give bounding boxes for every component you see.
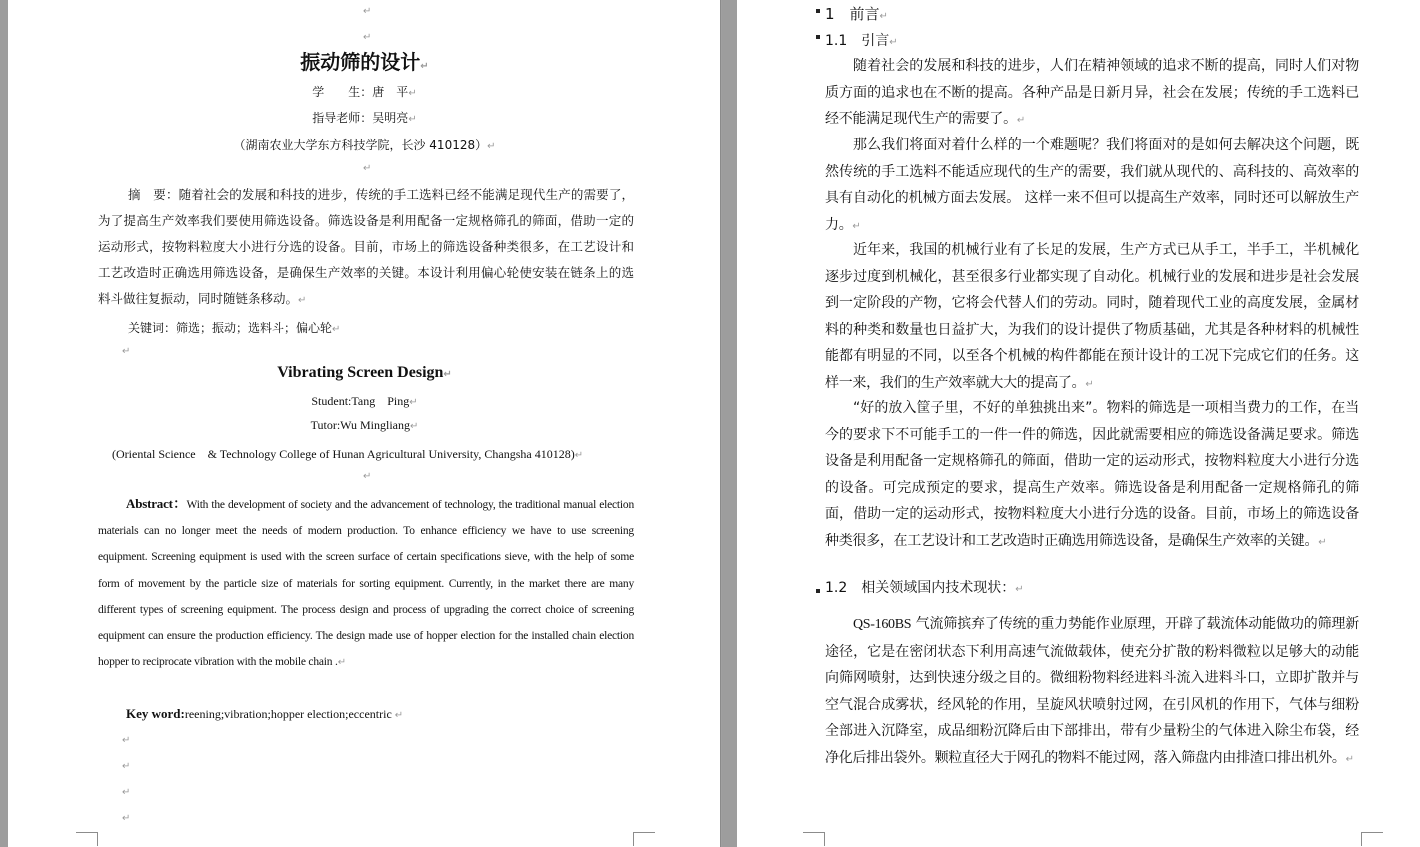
paragraph-5: QS-160BS 气流筛摈弃了传统的重力势能作业原理，开辟了载流体动能做功的筛理新途径，它是在密闭状态下利用高速气流做载体，使充分扩散的粉料微粒以足够大的动能向筛网喷射，达到快速分级之目的。微细粉物料经进料斗流入进料斗口，立即扩散并与空气混合成雾状，经风轮的作用，呈旋风状喷射过网，在引风机的作用下，气体与细粉全部进入沉降室，成品细粉沉降后由下部排出，带有少量粉尘的气体进入除尘布袋，经净化后排出袋外。颗粒直径大于网孔的物料不能过网，落入筛盘内由排渣口排出机外。↵ <box>825 616 1359 766</box>
paragraph-mark: ↵ <box>122 787 131 798</box>
paragraph-2: 那么我们将面对着什么样的一个难题呢？我们将面对的是如何去解决这个问题，既然传统的手工选料不能适应现代的生产的需要，我们就从现代的、高科技的、高效率的具有自动化的机械方面去发展。 这样一来不但可以提高生产效率，同时还可以解放生产力。↵ <box>825 137 1359 233</box>
english-tutor: Tutor:Wu Mingliang↵ <box>310 418 419 432</box>
paragraph-mark: ↵ <box>363 471 372 482</box>
page-gutter <box>722 0 737 847</box>
english-keywords-line: Key word:reening;vibration;hopper election;eccentric ↵ <box>126 706 404 721</box>
document-page-left[interactable] <box>8 0 721 847</box>
english-title: Vibrating Screen Design↵ <box>277 364 452 381</box>
crop-mark <box>633 832 655 846</box>
heading-1-2: 1.2 相关领域国内技术现状：↵ <box>825 580 1024 596</box>
tutor-line: 指导老师：吴明亮↵ <box>312 111 417 125</box>
heading-bullet <box>816 35 820 39</box>
paragraph-mark: ↵ <box>122 346 131 357</box>
student-line: 学 生：唐 平↵ <box>312 85 417 99</box>
crop-mark <box>1361 832 1383 846</box>
crop-mark <box>803 832 825 846</box>
left-gutter <box>0 0 8 847</box>
paragraph-mark: ↵ <box>122 813 131 824</box>
paragraph-mark: ↵ <box>122 761 131 772</box>
paragraph-3: 近年来，我国的机械行业有了长足的发展，生产方式已从手工，半手工，半机械化逐步过度到机械化，甚至很多行业都实现了自动化。机械行业的发展和进步是社会发展到一定阶段的产物，它将会代替人们的劳动。同时，随着现代工业的高度发展，金属材料的种类和数量也日益扩大，为我们的设计提供了物质基础，尤其是各种材料的机械性能都有明显的不同，以至各个机械的构件都能在预计设计的工况下完成它们的任务。这样一来，我们的生产效率就大大的提高了。↵ <box>825 242 1359 391</box>
heading-1: 1 前言↵ <box>825 5 888 23</box>
paragraph-mark: ↵ <box>363 163 372 174</box>
keywords-line: 关键词：筛选；振动；选料斗；偏心轮↵ <box>128 321 341 335</box>
english-student: Student:Tang Ping↵ <box>311 394 418 408</box>
abstract-paragraph: 摘 要：随着社会的发展和科技的进步，传统的手工选料已经不能满足现代生产的需要了，为了提高生产效率我们要使用筛选设备。筛选设备是利用配备一定规格筛孔的筛面，借助一定的运动形式，按物料粒度大小进行分选的设备。目前，市场上的筛选设备种类很多，在工艺设计和工艺改造时正确选用筛选设备，是确保生产效率的关键。本设计利用偏心轮使安装在链条上的选料斗做往复振动，同时随链条移动。↵ <box>98 187 634 306</box>
paragraph-mark: ↵ <box>363 6 372 17</box>
heading-bullet <box>816 9 820 13</box>
paragraph-4: “好的放入筐子里，不好的单独挑出来”。物料的筛选是一项相当费力的工作，在当今的要求下不可能手工的一件一件的筛选，因此就需要相应的筛选设备满足要求。筛选设备是利用配备一定规格筛孔的筛面，借助一定的运动形式，按物料粒度大小进行分选的设备。可完成预定的要求，提高生产效率。筛选设备是利用配备一定规格筛孔的筛面，借助一定的运动形式，按物料粒度大小进行分选的设备。目前，市场上的筛选设备种类很多，在工艺设计和工艺改造时正确选用筛选设备，是确保生产效率的关键。↵ <box>825 400 1359 549</box>
heading-1-1: 1.1 引言↵ <box>825 33 898 49</box>
document-page-right[interactable] <box>737 0 1420 847</box>
paragraph-1: 随着社会的发展和科技的进步，人们在精神领域的追求不断的提高，同时人们对物质方面的追求也在不断的提高。各种产品是日新月异，社会在发展；传统的手工选料已经不能满足现代生产的需要了。↵ <box>825 58 1359 127</box>
english-abstract-paragraph: Abstract：With the development of society and the advancement of technology, the traditional manual election materials can no longer meet the needs of modern production. To enhance efficiency we have to use screening equipment. Screening equipment is used with the screen surface of certain specifications sieve, with the help of some form of movement by the particle size of materials for sorting equipment. Currently, in the market there are many different types of screening equipment. The process design and process of upgrading the correct choice of screening equipment can ensure the production efficiency. The design made use of hopper election for the installed chain election hopper to reciprocate vibration with the mobile chain .↵ <box>98 496 635 669</box>
heading-bullet <box>816 589 820 593</box>
crop-mark <box>76 832 98 846</box>
doc-title: 振动筛的设计↵ <box>300 50 429 74</box>
paragraph-mark: ↵ <box>122 735 131 746</box>
paragraph-mark: ↵ <box>363 32 372 43</box>
affiliation-line: （湖南农业大学东方科技学院，长沙 410128）↵ <box>233 138 496 152</box>
english-affiliation: (Oriental Science & Technology College of Hunan Agricultural University, Changsha 410128)↵ <box>112 447 584 461</box>
